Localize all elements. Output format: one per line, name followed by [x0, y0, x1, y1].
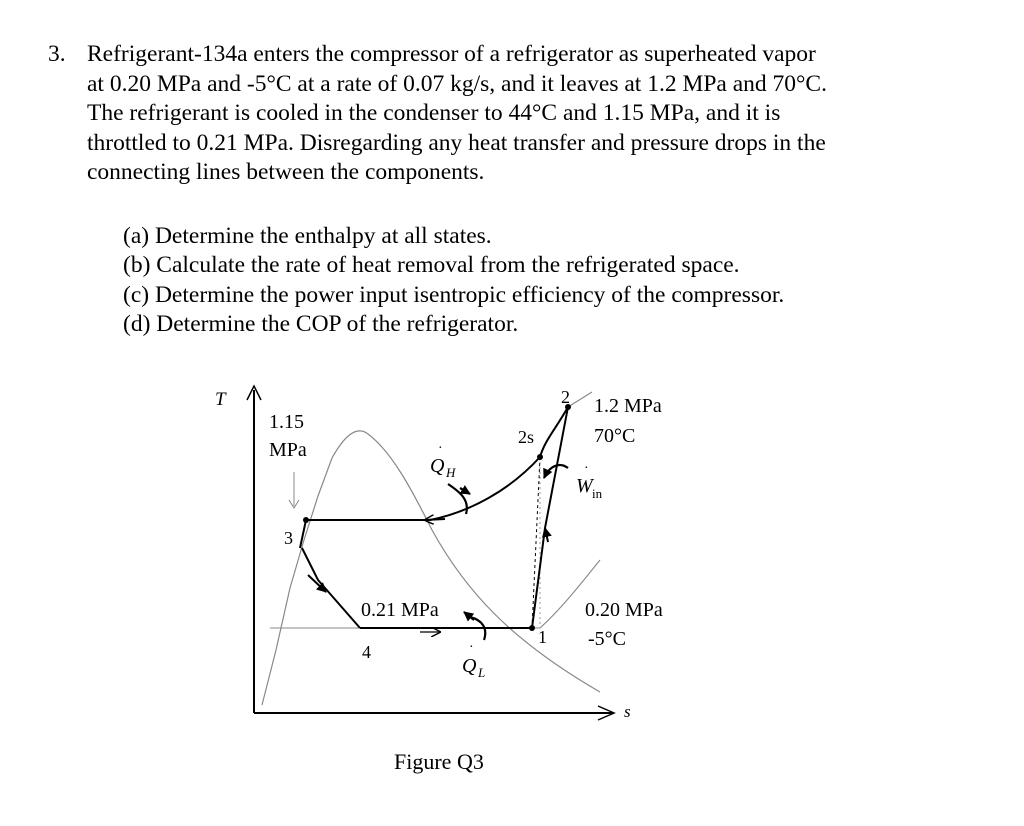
ql-arrow-head [464, 612, 474, 620]
qh-label-subscript: H [446, 465, 456, 480]
win-label-dot: · [584, 461, 589, 476]
question-line: Refrigerant-134a enters the compressor of a refrigerator as superheated vapor [87, 41, 816, 67]
state-3-label: 3 [284, 528, 293, 548]
qh-label [430, 441, 456, 480]
label-inlet-temperature: -5°C [588, 628, 626, 650]
question-line: The refrigerant is cooled in the condenser to 44°C and 1.15 MPa, and it is [87, 100, 781, 126]
win-label-subscript: in [592, 486, 603, 501]
label-inlet-pressure: 0.20 MPa [585, 599, 663, 621]
question-line: throttled to 0.21 MPa. Disregarding any heat transfer and pressure drops in the [87, 129, 826, 156]
ql-label-symbol: Q [462, 655, 477, 677]
t-axis-label: T [215, 389, 226, 410]
compression-arrow [545, 528, 548, 542]
label-outlet-temperature: 70°C [594, 425, 636, 447]
state-2s-point [537, 454, 543, 460]
qh-arrow-head [460, 488, 470, 494]
part-c: (c) Determine the power input isentropic efficiency of the compressor. [123, 281, 785, 308]
condenser-arrow [425, 519, 445, 520]
state-1-point [529, 625, 535, 631]
label-outlet-pressure: 1.2 MPa [594, 395, 662, 417]
ql-label [462, 640, 485, 680]
state-1-label: 1 [538, 627, 547, 647]
s-axis-label: s [624, 702, 631, 721]
state-2-label: 2 [561, 387, 570, 407]
ql-label-subscript: L [478, 665, 486, 680]
state-4-label: 4 [362, 642, 371, 662]
qh-label-symbol: Q [430, 455, 445, 477]
figure-caption: Figure Q3 [394, 749, 484, 774]
isobar-high-pressure [568, 392, 592, 407]
question-number: 3. [48, 41, 66, 67]
label-throttle-pressure: 0.21 MPa [361, 599, 439, 621]
ql-label-dot: · [469, 640, 474, 655]
state-2s-label: 2s [518, 427, 535, 447]
win-label-symbol: W [576, 475, 593, 497]
part-d: (d) Determine the COP of the refrigerator. [123, 311, 519, 337]
qh-label-dot: · [438, 441, 443, 456]
question-line: at 0.20 MPa and -5°C at a rate of 0.07 kg/s, and it leaves at 1.2 MPa and 70°C. [87, 70, 827, 97]
state-3-point [303, 517, 309, 523]
part-a: (a) Determine the enthalpy at all states. [123, 222, 492, 249]
label-high-pressure-unit: MPa [269, 439, 307, 461]
part-b: (b) Calculate the rate of heat removal from the refrigerated space. [123, 252, 740, 278]
question-line: connecting lines between the components. [87, 159, 485, 185]
throttling-line [302, 548, 360, 628]
label-high-pressure-value: 1.15 [269, 411, 304, 433]
win-label [576, 461, 603, 501]
